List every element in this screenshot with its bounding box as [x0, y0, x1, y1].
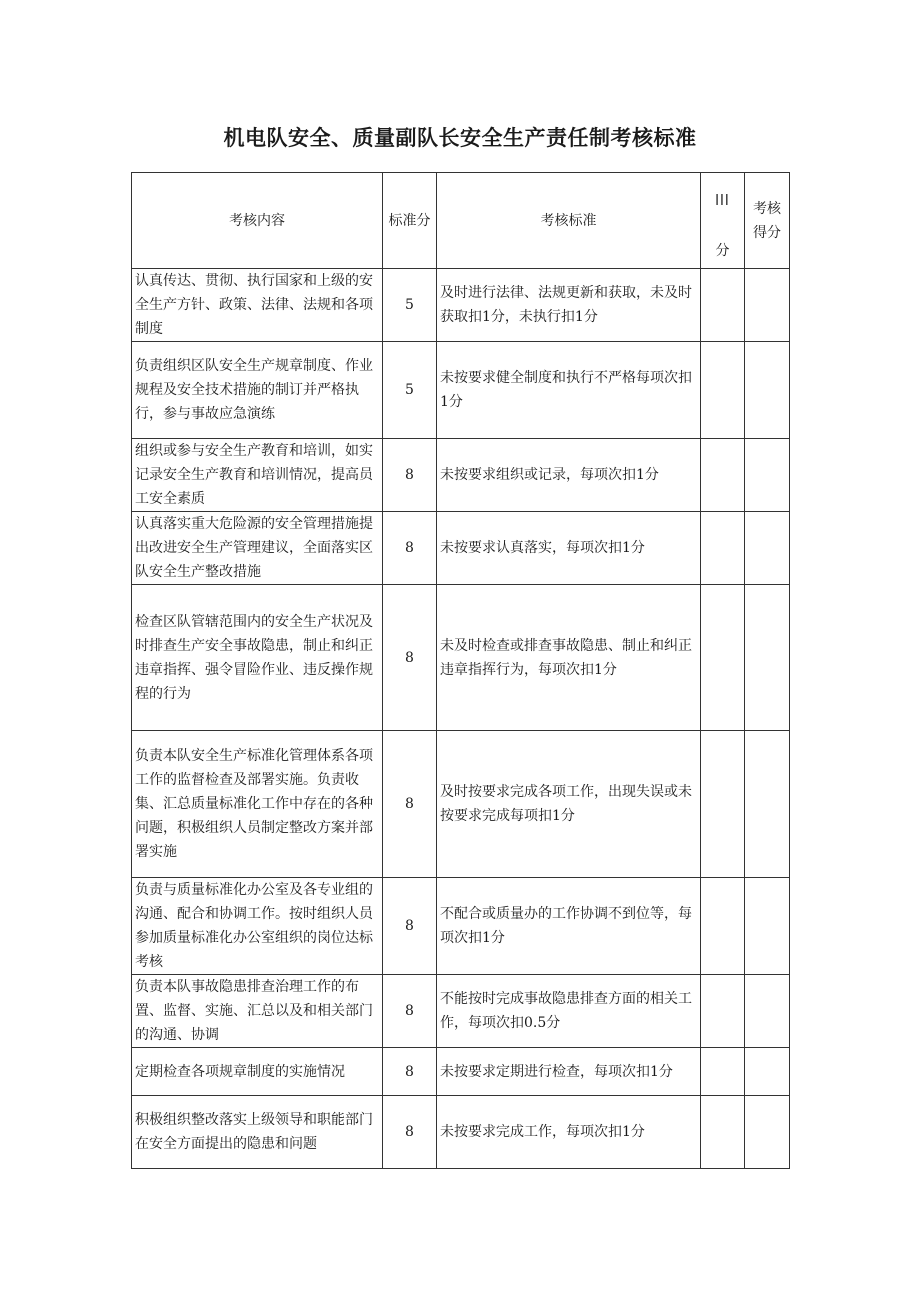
- table-row: [132, 975, 790, 1048]
- row-score: 5: [383, 269, 437, 342]
- table-row: [132, 1048, 790, 1096]
- table-row: [132, 512, 790, 585]
- header-criteria: 考核标准: [437, 173, 701, 269]
- row-score: 8: [383, 731, 437, 878]
- row-criteria: 未按要求定期进行检查，每项次扣1分: [437, 1048, 701, 1096]
- row-content: 负责组织区队安全生产规章制度、作业规程及安全技术措施的制订并严格执行，参与事故应急演练: [132, 342, 383, 439]
- row-got-cell: [745, 585, 790, 731]
- row-content: 组织或参与安全生产教育和培训，如实记录安全生产教育和培训情况，提高员工安全素质: [132, 439, 383, 512]
- row-score: 5: [383, 342, 437, 439]
- row-score: 8: [383, 975, 437, 1048]
- row-score: 8: [383, 1096, 437, 1169]
- row-score: 8: [383, 512, 437, 585]
- table-row: [132, 269, 790, 342]
- row-criteria: 及时进行法律、法规更新和获取，未及时获取扣1分，未执行扣1分: [437, 269, 701, 342]
- row-score: 8: [383, 439, 437, 512]
- row-deduct-cell: [701, 878, 745, 975]
- page-title: 机电队安全、质量副队长安全生产责任制考核标准: [223, 126, 697, 150]
- row-criteria: 不能按时完成事故隐患排查方面的相关工作，每项次扣0.5分: [437, 975, 701, 1048]
- row-score: 8: [383, 878, 437, 975]
- row-got-cell: [745, 1096, 790, 1169]
- table-row: [132, 439, 790, 512]
- row-score: 8: [383, 585, 437, 731]
- row-got-cell: [745, 975, 790, 1048]
- row-criteria: 不配合或质量办的工作协调不到位等，每项次扣1分: [437, 878, 701, 975]
- assessment-table: [131, 172, 790, 1169]
- row-criteria: 及时按要求完成各项工作，出现失误或未按要求完成每项扣1分: [437, 731, 701, 878]
- row-deduct-cell: [701, 731, 745, 878]
- row-content: 定期检查各项规章制度的实施情况: [132, 1048, 383, 1096]
- row-criteria: 未按要求认真落实，每项次扣1分: [437, 512, 701, 585]
- row-criteria: 未按要求健全制度和执行不严格每项次扣1分: [437, 342, 701, 439]
- header-deduct: [701, 173, 745, 269]
- header-got: 考核得分: [745, 173, 790, 269]
- row-deduct-cell: [701, 585, 745, 731]
- table-row: [132, 878, 790, 975]
- row-content: 积极组织整改落实上级领导和职能部门在安全方面提出的隐患和问题: [132, 1096, 383, 1169]
- row-score: 8: [383, 1048, 437, 1096]
- table-row: [132, 1096, 790, 1169]
- row-content: 负责本队事故隐患排查治理工作的布置、监督、实施、汇总以及和相关部门的沟通、协调: [132, 975, 383, 1048]
- table-row: [132, 342, 790, 439]
- row-content: 负责与质量标准化办公室及各专业组的沟通、配合和协调工作。按时组织人员参加质量标准化办公室组织的岗位达标考核: [132, 878, 383, 975]
- row-deduct-cell: [701, 512, 745, 585]
- row-criteria: 未及时检查或排查事故隐患、制止和纠正违章指挥行为，每项次扣1分: [437, 585, 701, 731]
- table-row: [132, 731, 790, 878]
- row-deduct-cell: [701, 269, 745, 342]
- row-deduct-cell: [701, 1096, 745, 1169]
- row-deduct-cell: [701, 342, 745, 439]
- row-deduct-cell: [701, 975, 745, 1048]
- header-content: 考核内容: [132, 173, 383, 269]
- table-body: [132, 269, 790, 1169]
- header-score: 标准分: [383, 173, 437, 269]
- row-got-cell: [745, 269, 790, 342]
- row-criteria: 未按要求完成工作，每项次扣1分: [437, 1096, 701, 1169]
- row-got-cell: [745, 878, 790, 975]
- table-row: [132, 585, 790, 731]
- row-content: 检查区队管辖范围内的安全生产状况及时排查生产安全事故隐患，制止和纠正违章指挥、强令冒险作业、违反操作规程的行为: [132, 585, 383, 731]
- row-got-cell: [745, 342, 790, 439]
- row-got-cell: [745, 731, 790, 878]
- row-deduct-cell: [701, 439, 745, 512]
- row-content: 认真传达、贯彻、执行国家和上级的安全生产方针、政策、法律、法规和各项制度: [132, 269, 383, 342]
- row-got-cell: [745, 1048, 790, 1096]
- row-content: 负责本队安全生产标准化管理体系各项工作的监督检查及部署实施。负责收集、汇总质量标准化工作中存在的各种问题，积极组织人员制定整改方案并部署实施: [132, 731, 383, 878]
- row-deduct-cell: [701, 1048, 745, 1096]
- row-content: 认真落实重大危险源的安全管理措施提出改进安全生产管理建议，全面落实区队安全生产整改措施: [132, 512, 383, 585]
- header-row: [132, 173, 790, 269]
- header-deduct-top: lll: [715, 192, 730, 209]
- row-got-cell: [745, 512, 790, 585]
- row-criteria: 未按要求组织或记录，每项次扣1分: [437, 439, 701, 512]
- header-deduct-bottom: 分: [715, 242, 730, 259]
- row-got-cell: [745, 439, 790, 512]
